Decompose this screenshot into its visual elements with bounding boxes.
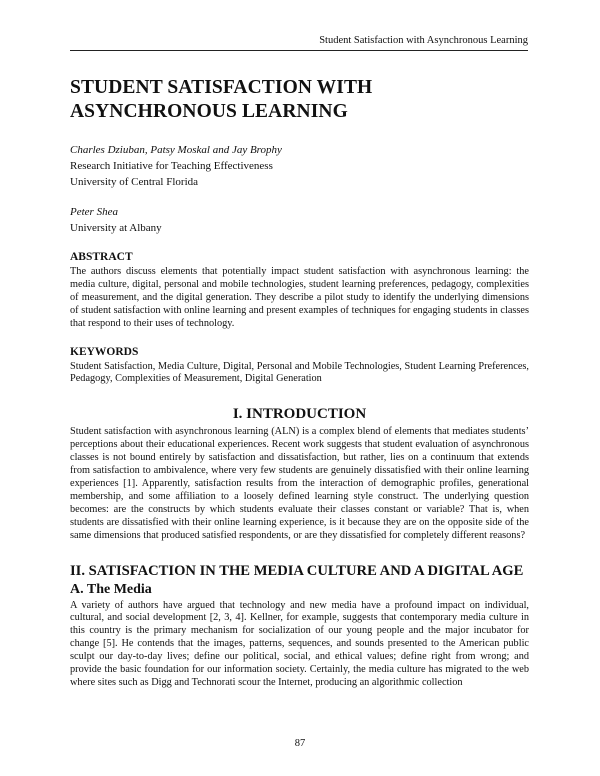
affiliation-1b: University of Central Florida [70,176,199,188]
affiliation-2: University at Albany [70,222,162,234]
section-2-heading: II. SATISFACTION IN THE MEDIA CULTURE AND A DIGITAL AGE [70,562,524,579]
running-head: Student Satisfaction with Asynchronous Learning [70,34,528,51]
page-number: 87 [294,738,306,749]
abstract-text: The authors discuss elements that potentially impact student satisfaction with asynchronous learning: the media culture, digital, personal and mobile technologies, student learning preferences, pedagogy, complexities of measurement, and the digital generation. They describe a pilot study to identify the underlying dimensions of student satisfaction with online learning and present examples of techniques for engaging students in classes that respond to their uses of technology. [70,266,529,329]
affiliation-1a: Research Initiative for Teaching Effectiveness [70,160,273,172]
author-block-1 [70,142,529,190]
authors-1: Charles Dziuban, Patsy Moskal and Jay Brophy [70,144,282,156]
abstract-heading: ABSTRACT [70,251,133,263]
title-line-1: STUDENT SATISFACTION WITH [70,77,373,98]
title-line-2: ASYNCHRONOUS LEARNING [70,101,348,122]
keywords-text: Student Satisfaction, Media Culture, Digital, Personal and Mobile Technologies, Student Learning Preferences, Pedagogy, Complexities of Measurement, Digital Generation [70,360,529,385]
keywords-heading: KEYWORDS [70,345,139,358]
section-1-text: Student satisfaction with asynchronous learning (ALN) is a complex blend of elements that mediates students’ perceptions about their educational experiences. Recent work suggests that student evaluation of asynchronous classes is not bound entirely by satisfaction and dissatisfaction, but rather, lies on a continuum that extends from satisfaction to ambivalence, where very few students are genuinely dissatisfied with their online learning experiences [1]. Apparently, satisfaction results from the interaction of demographic profiles, generational membership, and some affiliation to a loosely defined learning style construct. The underlying question becomes: are the constructs by which students evaluate their classes constant or variable? That is, when students are dissatisfied with their online learning experience, is it because they are on the opposite side of the same dimensions that produced satisfied respondents, or are they dissatisfied for completely different reasons? [70,426,529,541]
subsection-a-text: A variety of authors have argued that technology and new media have a profound impact on individual, cultural, and social development [2, 3, 4]. Kellner, for example, suggests that contemporary media culture in this country is the primary mechanism for socialization of our young people and the major incubator for change [5]. He contends that the images, patterns, sequences, and sounds presented to the American public sculpt our day-to-day lives; define our political, social, and ethical values; define right from wrong; and provide the basic foundation for our information society. Certainly, the media culture has migrated to the web where sites such as Digg and Technorati scour the Internet, producing an algorithmic collection [70,599,529,688]
authors-2: Peter Shea [70,206,118,218]
subsection-a-heading: A. The Media [70,581,152,597]
author-block-2 [70,204,529,236]
section-1-heading: I. INTRODUCTION [232,406,367,423]
page-content [70,76,529,690]
paper-title [70,76,529,124]
